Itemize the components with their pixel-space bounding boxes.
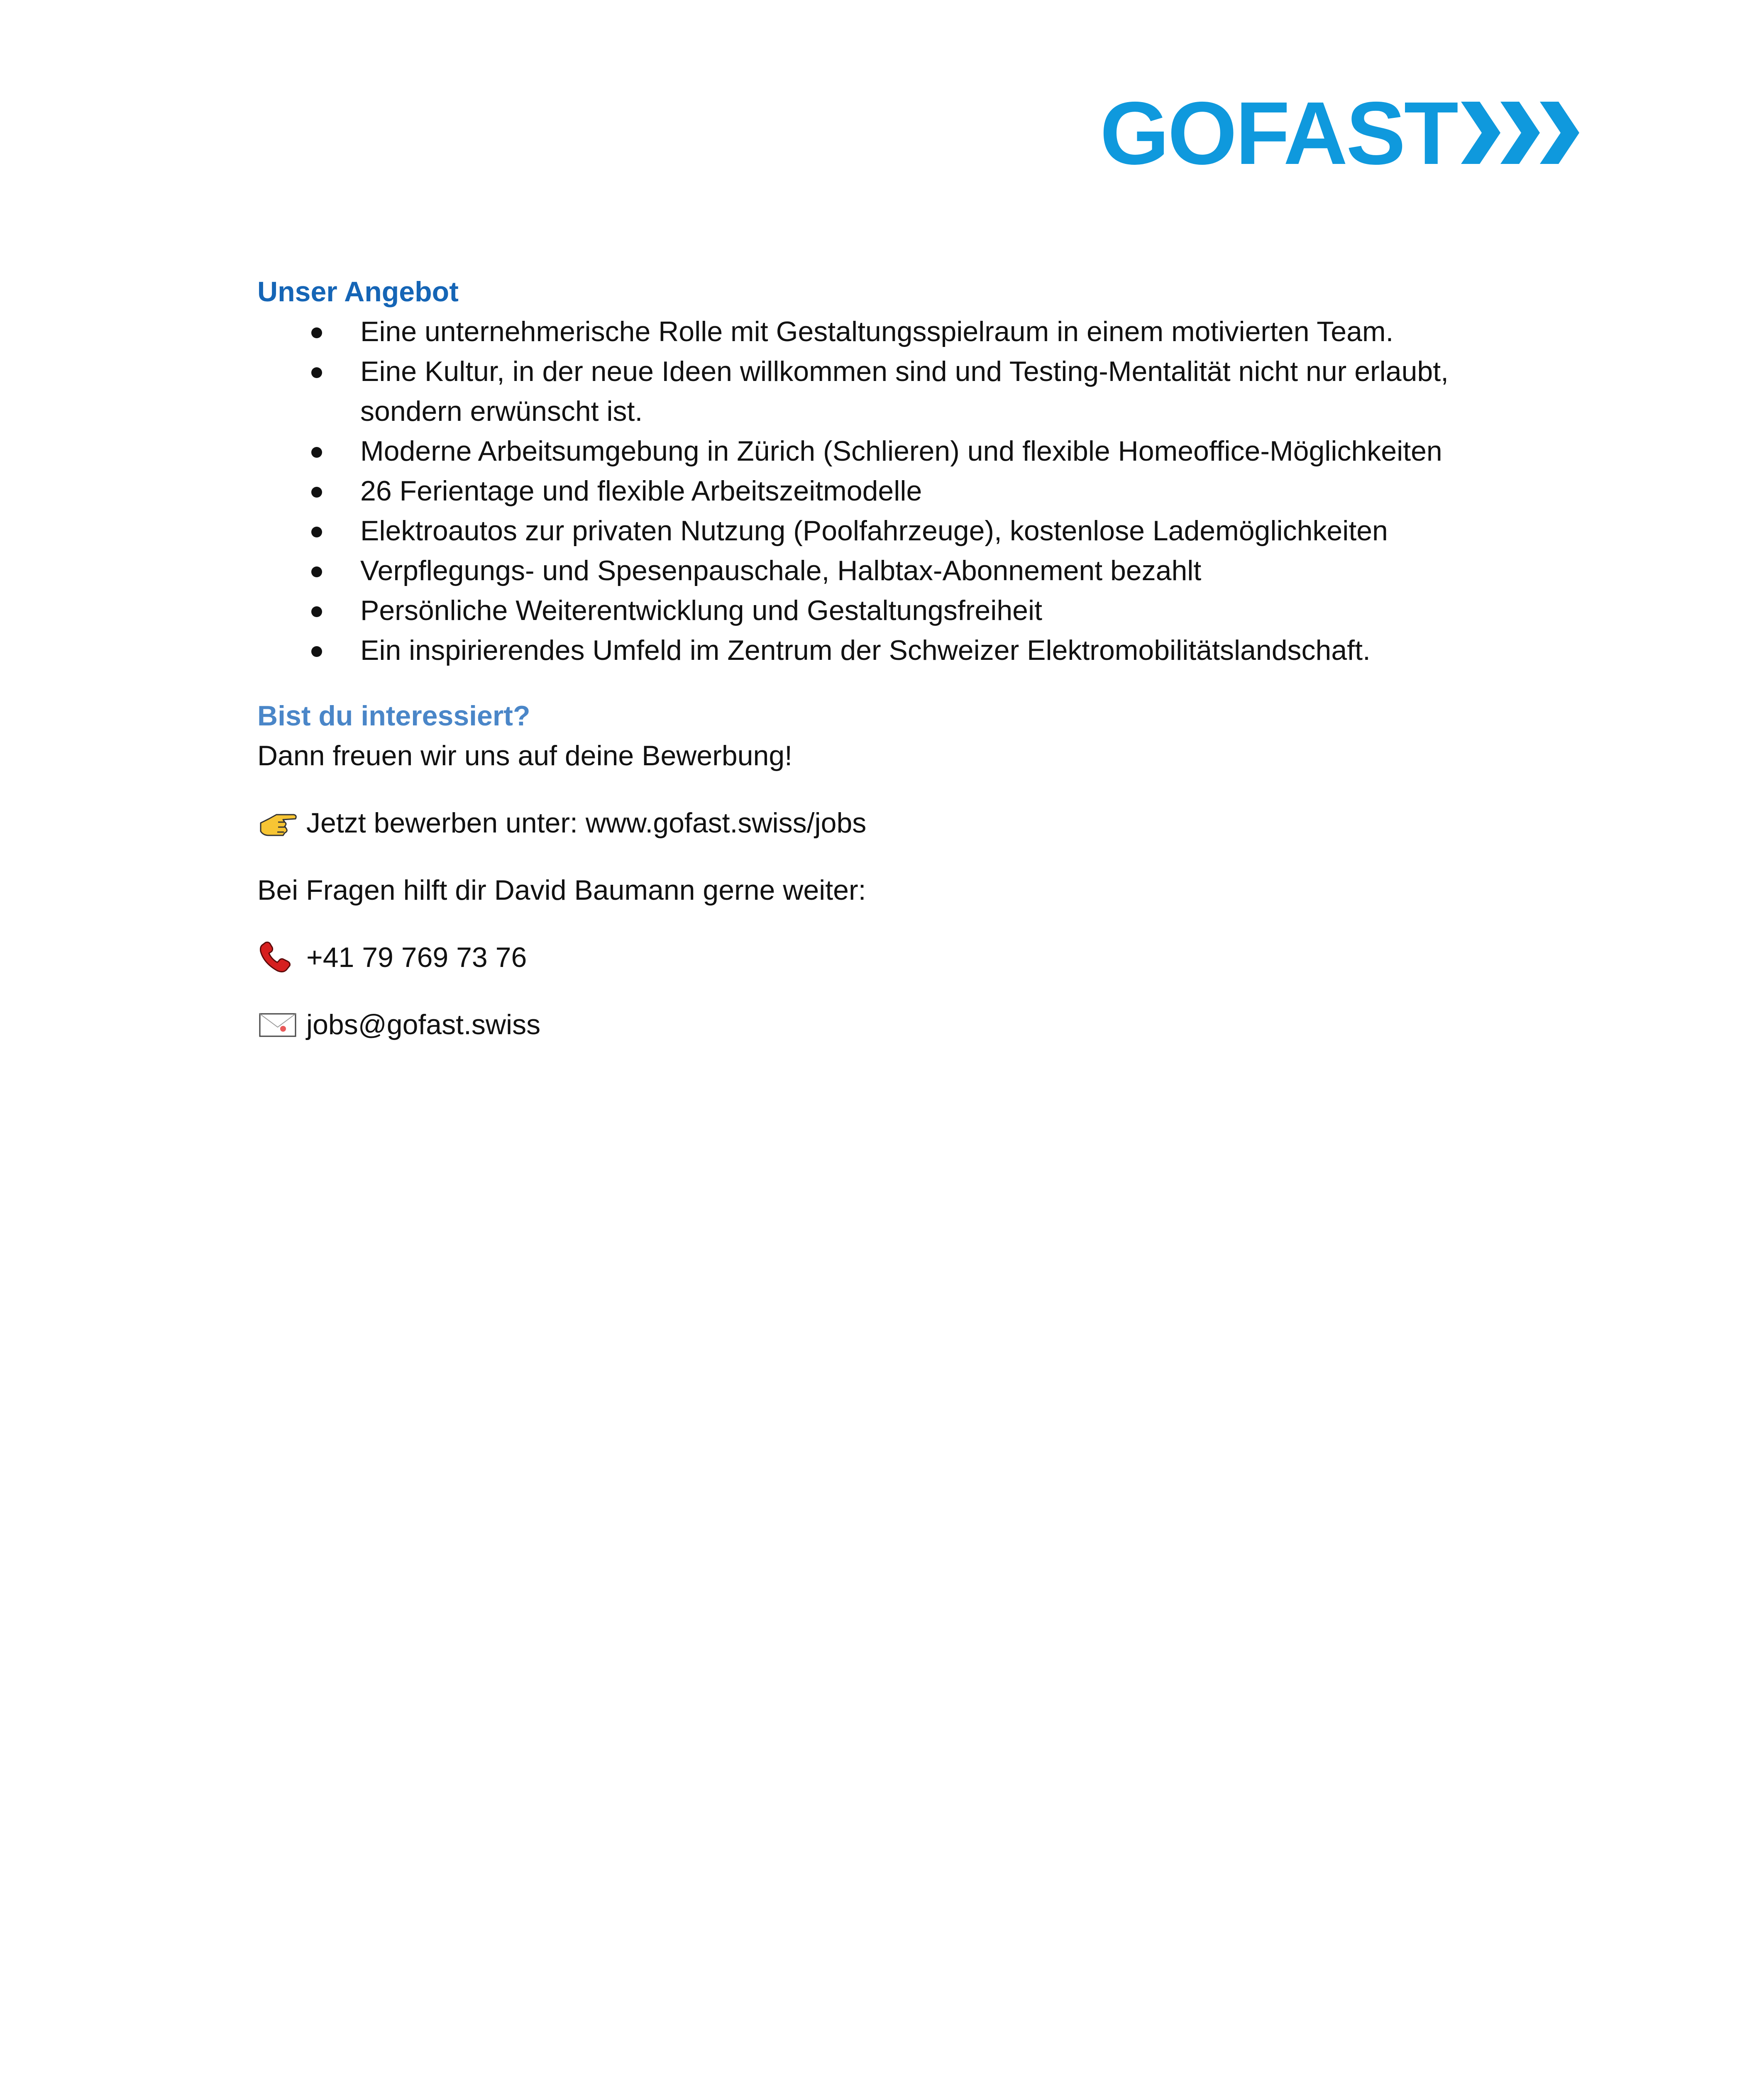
phone-icon	[257, 941, 299, 974]
interest-heading: Bist du interessiert?	[257, 700, 530, 732]
list-item	[257, 630, 1503, 670]
bullet-icon	[311, 606, 322, 617]
offer-list	[257, 312, 1503, 670]
list-item	[257, 431, 1503, 471]
logo-wordmark: GOFAST	[1100, 83, 1457, 183]
apply-line	[257, 803, 1503, 843]
bullet-icon	[311, 487, 322, 498]
document-body	[257, 272, 1503, 1045]
bullet-icon	[311, 447, 322, 458]
phone-line	[257, 937, 1503, 977]
phone-number[interactable]: +41 79 769 73 76	[306, 942, 527, 973]
list-item	[257, 312, 1503, 352]
offer-item-text: Verpflegungs- und Spesenpauschale, Halbtax-Abonnement bezahlt	[360, 555, 1202, 586]
pointing-hand-icon	[257, 806, 299, 840]
email-line	[257, 1005, 1503, 1045]
chevrons-logo-icon	[1461, 95, 1581, 170]
offer-item-text: Eine Kultur, in der neue Ideen willkommen sind und Testing-Mentalität nicht nur erlaubt, sondern erwünscht ist.	[360, 356, 1449, 427]
spacer	[257, 977, 1503, 1005]
spacer	[257, 776, 1503, 803]
spacer	[257, 670, 1503, 696]
gofast-logo	[1100, 83, 1581, 183]
bullet-icon	[311, 646, 322, 657]
list-item	[257, 551, 1503, 591]
email-address[interactable]: jobs@gofast.swiss	[306, 1009, 541, 1040]
offer-item-text: Eine unternehmerische Rolle mit Gestaltungsspielraum in einem motivierten Team.	[360, 316, 1394, 347]
contact-intro: Bei Fragen hilft dir David Baumann gerne weiter:	[257, 874, 866, 906]
bullet-icon	[311, 566, 322, 577]
interest-text: Dann freuen wir uns auf deine Bewerbung!	[257, 740, 793, 771]
list-item	[257, 591, 1503, 630]
offer-item-text: Ein inspirierendes Umfeld im Zentrum der Schweizer Elektromobilitätslandschaft.	[360, 635, 1371, 666]
apply-text[interactable]: Jetzt bewerben unter: www.gofast.swiss/jobs	[306, 807, 867, 839]
list-item	[257, 471, 1503, 511]
envelope-icon	[257, 1008, 299, 1041]
bullet-icon	[311, 527, 322, 537]
list-item	[257, 511, 1503, 551]
offer-item-text: Persönliche Weiterentwicklung und Gestaltungsfreiheit	[360, 595, 1042, 626]
offer-item-text: 26 Ferientage und flexible Arbeitszeitmodelle	[360, 475, 922, 507]
list-item	[257, 352, 1503, 431]
bullet-icon	[311, 327, 322, 338]
spacer	[257, 843, 1503, 870]
bullet-icon	[311, 367, 322, 378]
spacer	[257, 910, 1503, 937]
offer-item-text: Moderne Arbeitsumgebung in Zürich (Schlieren) und flexible Homeoffice-Möglichkeiten	[360, 435, 1442, 467]
offer-item-text: Elektroautos zur privaten Nutzung (Poolfahrzeuge), kostenlose Lademöglichkeiten	[360, 515, 1388, 547]
offer-heading: Unser Angebot	[257, 276, 459, 308]
